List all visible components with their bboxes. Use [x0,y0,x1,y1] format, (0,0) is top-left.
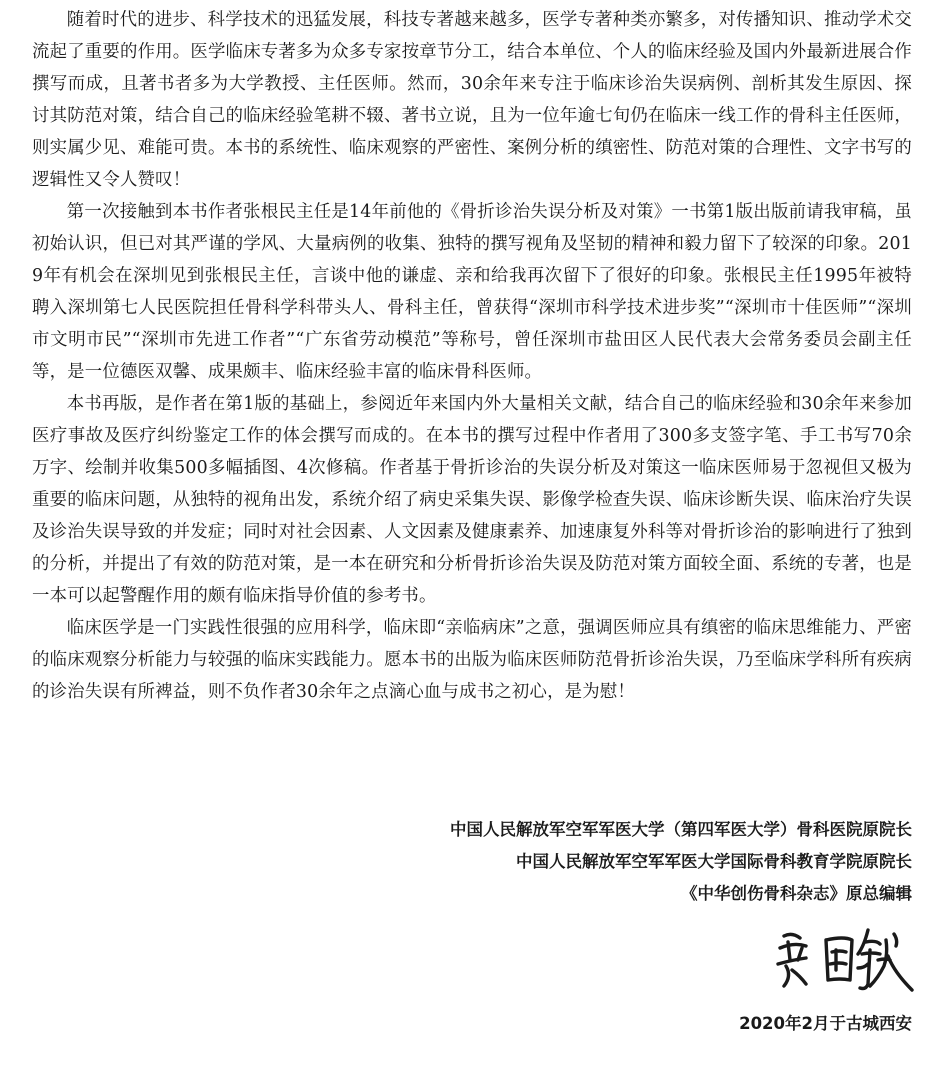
preface-paragraph: 临床医学是一门实践性很强的应用科学，临床即“亲临病床”之意，强调医师应具有缜密的临床思维能力、严密的临床观察分析能力与较强的临床实践能力。愿本书的出版为临床医师防范骨折诊治失误，乃至临床学科所有疾病的诊治失误有所裨益，则不负作者30余年之点滴心血与成书之初心，是为慰！ [32,618,912,702]
preface-paragraph: 随着时代的进步、科学技术的迅猛发展，科技专著越来越多，医学专著种类亦繁多，对传播知识、推动学术交流起了重要的作用。医学临床专著多为众多专家按章节分工，结合本单位、个人的临床经验及国内外最新进展合作撰写而成，且著书者多为大学教授、主任医师。然而，30余年来专注于临床诊治失误病例、剖析其发生原因、探讨其防范对策，结合自己的临床经验笔耕不辍、著书立说，且为一位年逾七旬仍在临床一线工作的骨科主任医师，则实属少见、难能可贵。本书的系统性、临床观察的严密性、案例分析的缜密性、防范对策的合理性、文字书写的逻辑性又令人赞叹！ [32,10,912,190]
date-place: 2020年2月于古城西安 [739,1014,912,1033]
affiliation-line: 中国人民解放军空军军医大学（第四军医大学）骨科医院原院长 [450,820,912,839]
affiliation-line: 《中华创伤骨科杂志》原总编辑 [681,884,912,903]
affiliation-line: 中国人民解放军空军军医大学国际骨科教育学院原院长 [516,852,912,871]
preface-paragraph: 第一次接触到本书作者张根民主任是14年前他的《骨折诊治失误分析及对策》一书第1版出版前请我审稿，虽初始认识，但已对其严谨的学风、大量病例的收集、独特的撰写视角及坚韧的精神和毅力留下了较深的印象。2019年有机会在深圳见到张根民主任，言谈中他的谦虚、亲和给我再次留下了很好的印象。张根民主任1995年被特聘入深圳第七人民医院担任骨科学科带头人、骨科主任，曾获得“深圳市科学技术进步奖”“深圳市十佳医师”“深圳市文明市民”“深圳市先进工作者”“广东省劳动模范”等称号，曾任深圳市盐田区人民代表大会常务委员会副主任等，是一位德医双馨、成果颇丰、临床经验丰富的临床骨科医师。 [32,202,912,382]
handwritten-signature [770,920,920,998]
preface-body [32,4,912,708]
preface-paragraph: 本书再版，是作者在第1版的基础上，参阅近年来国内外大量相关文献，结合自己的临床经验和30余年来参加医疗事故及医疗纠纷鉴定工作的体会撰写而成的。在本书的撰写过程中作者用了300多支签字笔、手工书写70余万字、绘制并收集500多幅插图、4次修稿。作者基于骨折诊治的失误分析及对策这一临床医师易于忽视但又极为重要的临床问题，从独特的视角出发，系统介绍了病史采集失误、影像学检查失误、临床诊断失误、临床治疗失误及诊治失误导致的并发症；同时对社会因素、人文因素及健康素养、加速康复外科等对骨折诊治的影响进行了独到的分析，并提出了有效的防范对策，是一本在研究和分析骨折诊治失误及防范对策方面较全面、系统的专著，也是一本可以起警醒作用的颇有临床指导价值的参考书。 [32,394,912,606]
author-affiliations [212,814,912,910]
